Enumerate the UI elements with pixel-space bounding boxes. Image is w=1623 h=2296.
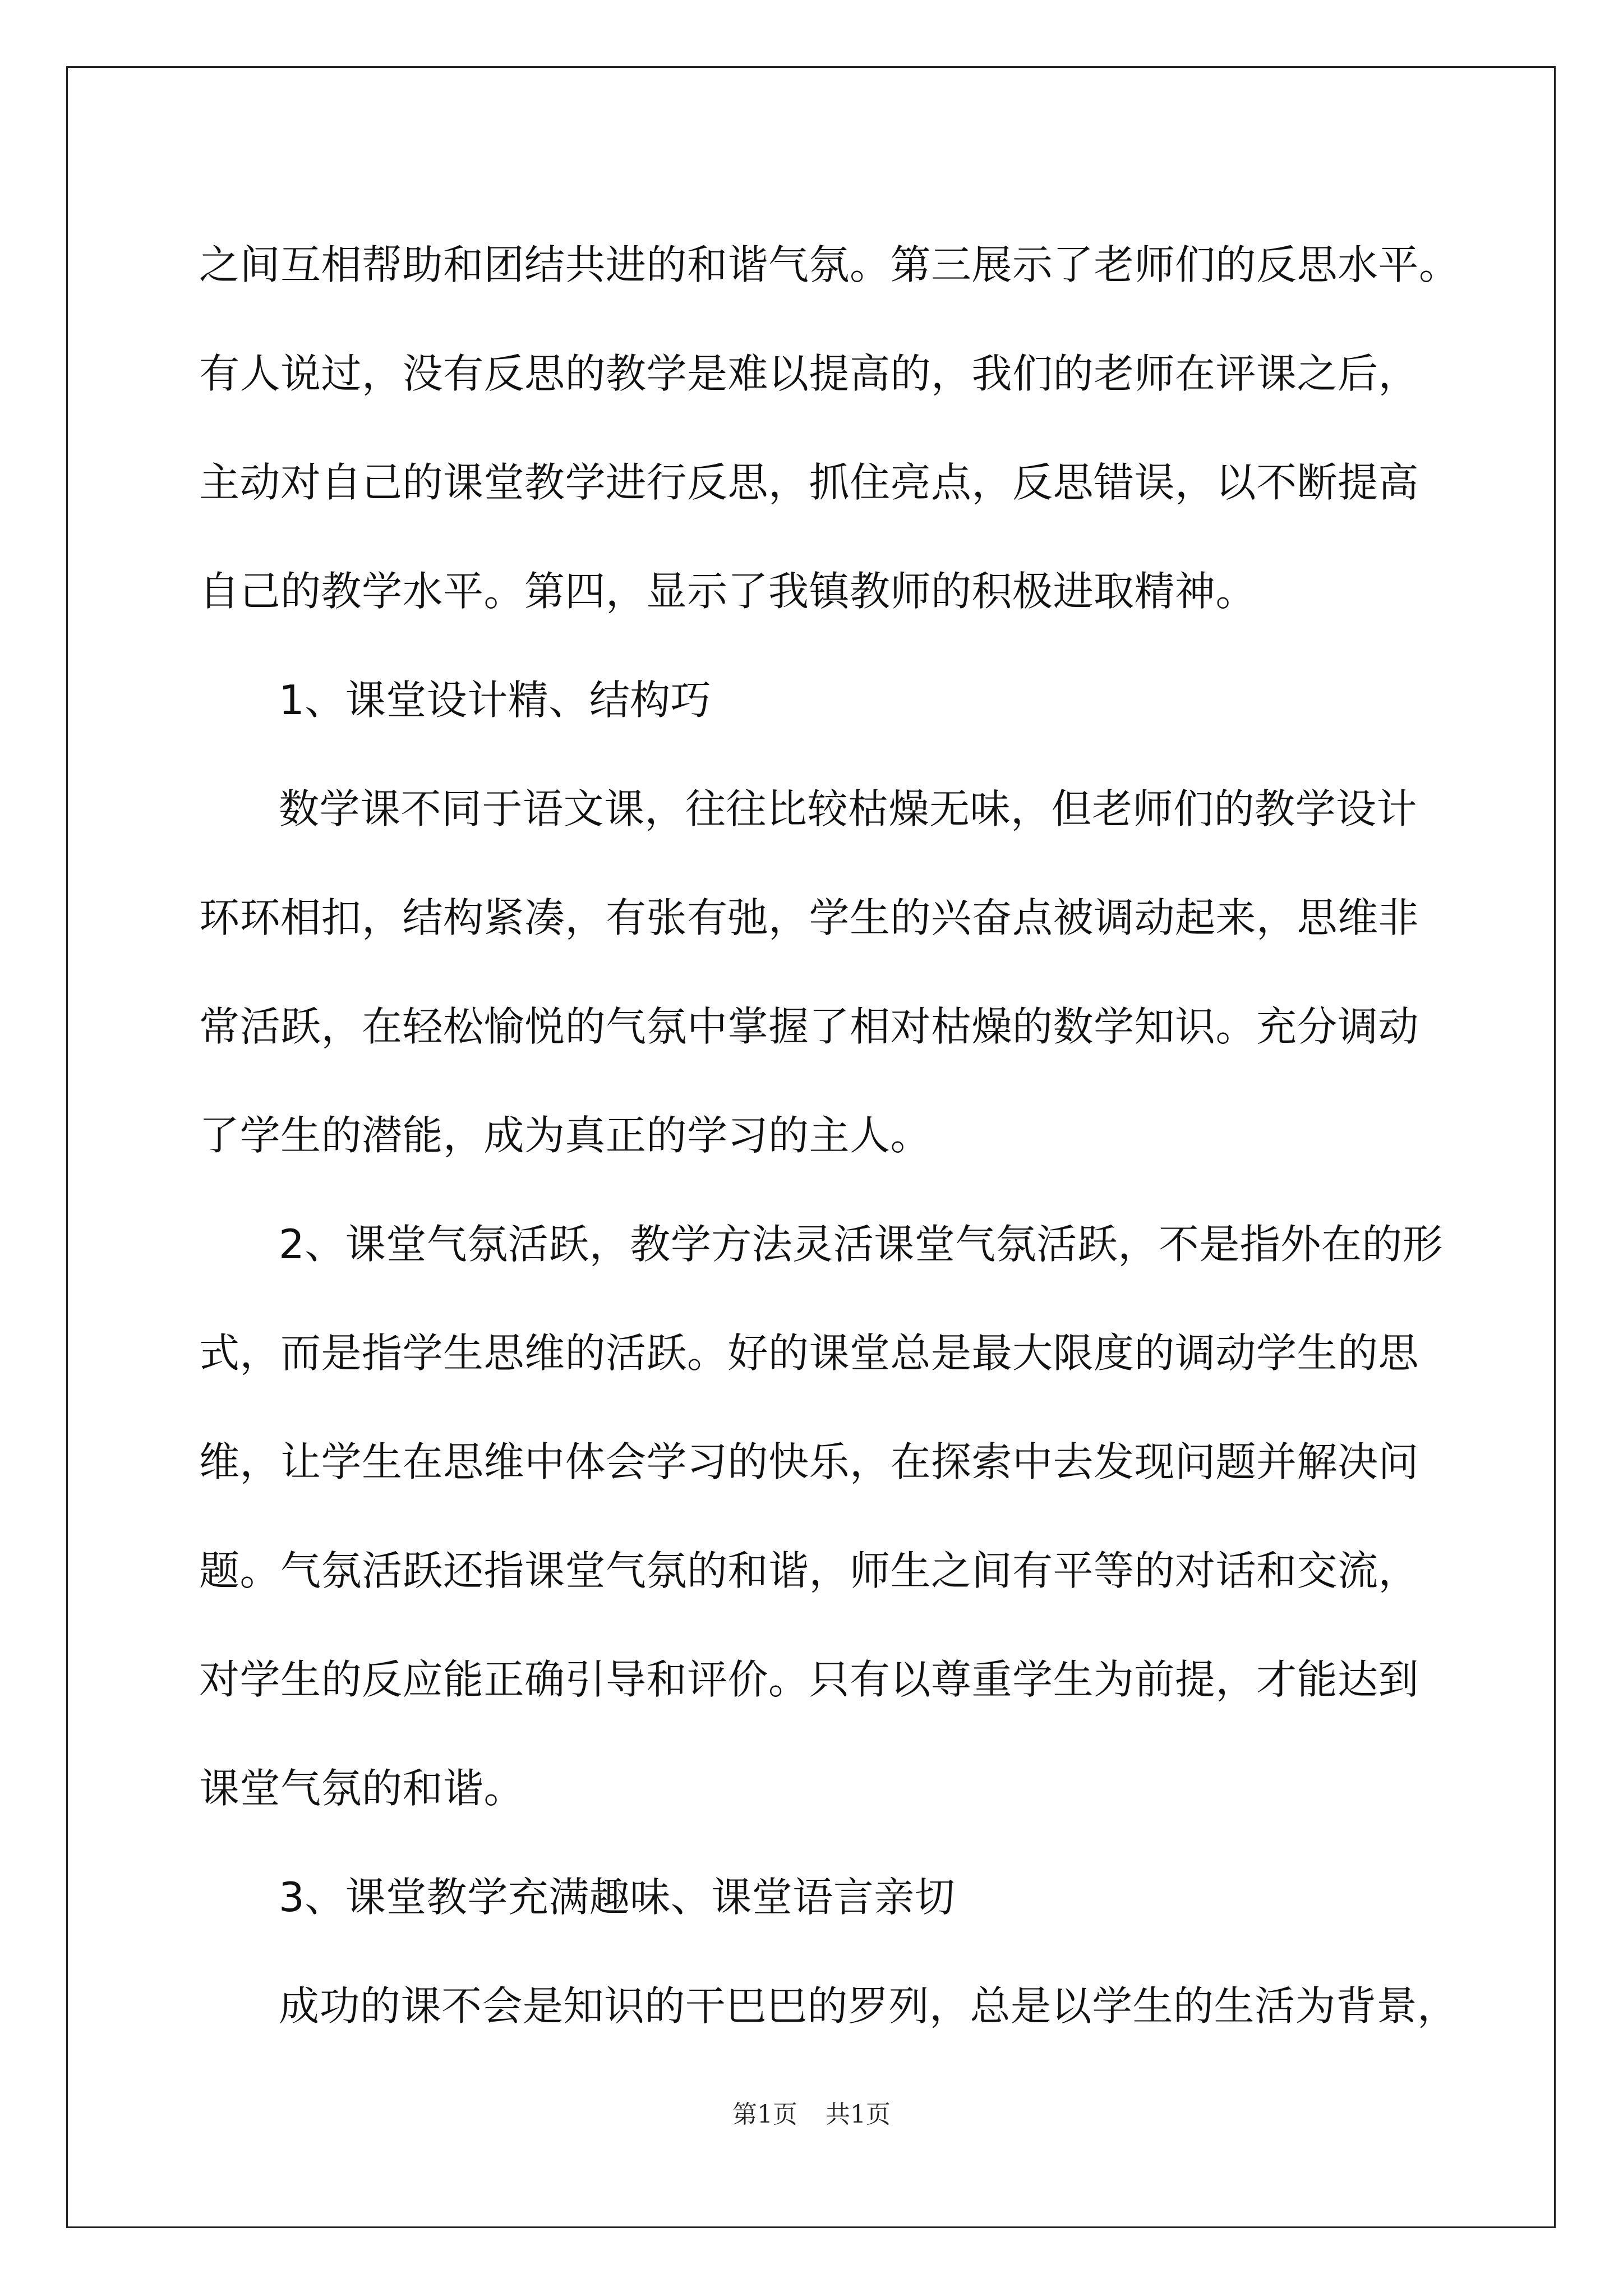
text-line-3: 主动对自己的课堂教学进行反思，抓住亮点，反思错误，以不断提高 <box>199 459 1419 506</box>
text-line-13: 题。气氛活跃还指课堂气氛的和谐，师生之间有平等的对话和交流， <box>199 1547 1419 1594</box>
section-heading-2: 2、课堂气氛活跃，教学方法灵活课堂气氛活跃，不是指外在的形 <box>279 1221 1444 1268</box>
text-line-17: 成功的课不会是知识的干巴巴的罗列，总是以学生的生活为背景， <box>279 1982 1458 2030</box>
section-heading-1: 1、课堂设计精、结构巧 <box>279 677 712 724</box>
text-line-1: 之间互相帮助和团结共进的和谐气氛。第三展示了老师们的反思水平。 <box>199 241 1460 288</box>
text-line-12: 维，让学生在思维中体会学习的快乐，在探索中去发现问题并解决问 <box>199 1438 1419 1485</box>
text-line-14: 对学生的反应能正确引导和评价。只有以尊重学生为前提，才能达到 <box>199 1656 1419 1703</box>
text-line-4: 自己的教学水平。第四，显示了我镇教师的积极进取精神。 <box>199 568 1257 615</box>
text-line-8: 常活跃，在轻松愉悦的气氛中掌握了相对枯燥的数学知识。充分调动 <box>199 1003 1419 1050</box>
text-line-9: 了学生的潜能，成为真正的学习的主人。 <box>199 1112 932 1159</box>
text-line-7: 环环相扣，结构紧凑，有张有弛，学生的兴奋点被调动起来，思维非 <box>199 894 1419 941</box>
text-line-6: 数学课不同于语文课，往往比较枯燥无味，但老师们的教学设计 <box>279 785 1418 832</box>
text-line-15: 课堂气氛的和谐。 <box>199 1765 525 1812</box>
text-line-11: 式，而是指学生思维的活跃。好的课堂总是最大限度的调动学生的思 <box>199 1329 1419 1377</box>
text-line-2: 有人说过，没有反思的教学是难以提高的，我们的老师在评课之后， <box>199 350 1419 397</box>
page-number: 第1页 <box>732 2100 797 2129</box>
section-heading-3: 3、课堂教学充满趣味、课堂语言亲切 <box>279 1874 956 1921</box>
document-body <box>199 210 1460 2060</box>
page-footer <box>0 2098 1623 2132</box>
page-total: 共1页 <box>826 2100 891 2129</box>
